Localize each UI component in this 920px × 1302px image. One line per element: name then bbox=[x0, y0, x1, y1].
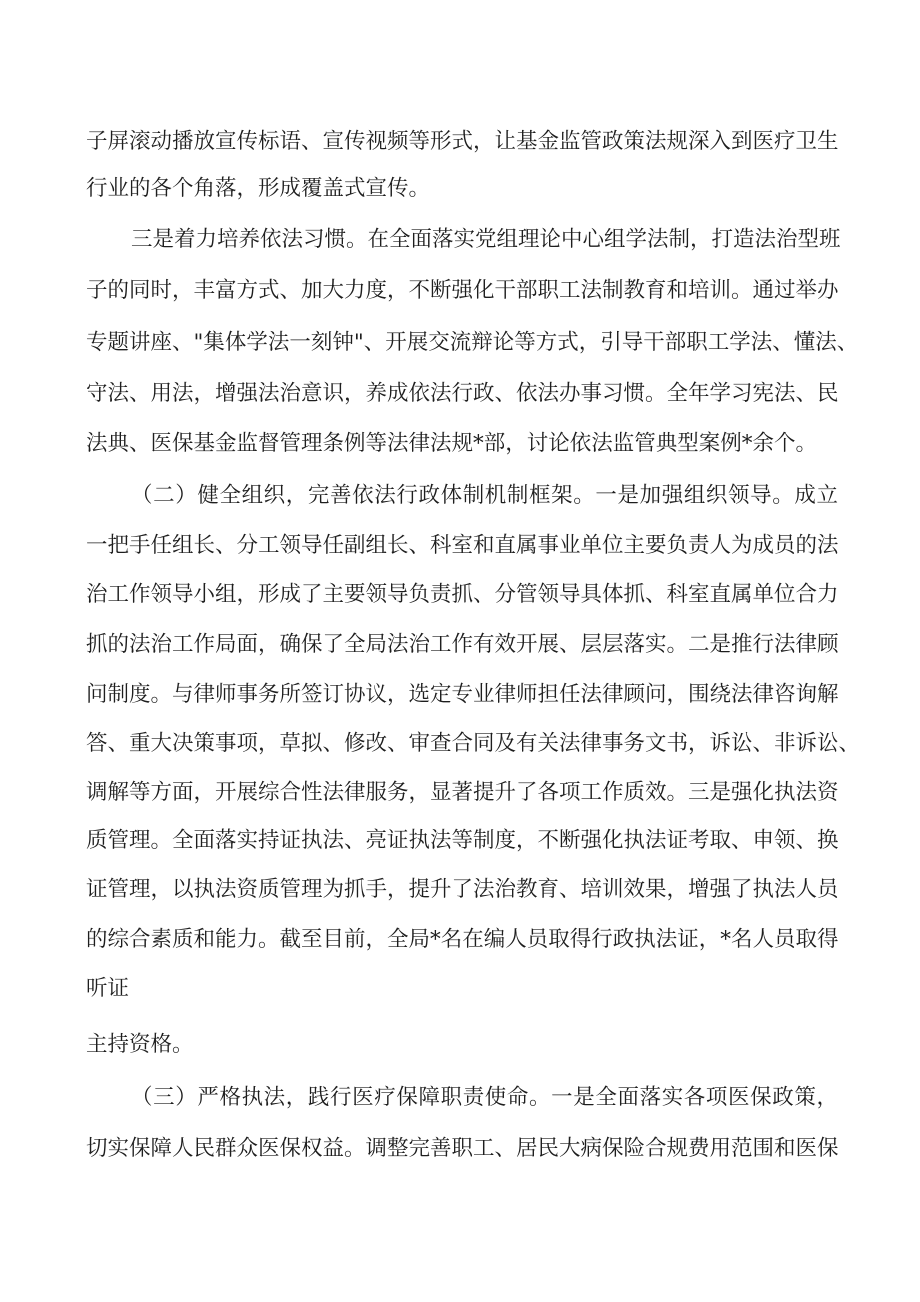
text-line: 子屏滚动播放宣传标语、宣传视频等形式，让基金监管政策法规深入到医疗卫生 bbox=[86, 129, 839, 154]
text-line: 抓的法治工作局面，确保了全局法治工作有效开展、层层落实。二是推行法律顾 bbox=[86, 632, 839, 657]
text-line: 行业的各个角落，形成覆盖式宣传。 bbox=[86, 176, 431, 201]
text-line: 答、重大决策事项，草拟、修改、审查合同及有关法律事务文书，诉讼、非诉讼、 bbox=[86, 731, 861, 756]
text-line: 主持资格。 bbox=[86, 1032, 194, 1057]
text-line: 治工作领导小组，形成了主要领导负责抓、分管领导具体抓、科室直属单位合力 bbox=[86, 582, 839, 607]
text-line: 一把手任组长、分工领导任副组长、科室和直属事业单位主要负责人为成员的法 bbox=[86, 533, 839, 558]
text-line: 专题讲座、"集体学法一刻钟"、开展交流辩论等方式，引导干部职工学法、懂法、 bbox=[86, 330, 859, 355]
paragraph-start-line: 三是着力培养依法习惯。在全面落实党组理论中心组学法制，打造法治型班 bbox=[131, 227, 841, 252]
text-line: 问制度。与律师事务所签订协议，选定专业律师担任法律顾问，围绕法律咨询解 bbox=[86, 682, 839, 707]
paragraph-start-line: （二）健全组织，完善依法行政体制机制框架。一是加强组织领导。成立 bbox=[131, 483, 838, 508]
text-line: 调解等方面，开展综合性法律服务，显著提升了各项工作质效。三是强化执法资 bbox=[86, 780, 839, 805]
text-line: 法典、医保基金监督管理条例等法律法规*部，讨论依法监管典型案例*余个。 bbox=[86, 431, 818, 456]
paragraph-start-line: （三）严格执法，践行医疗保障职责使命。一是全面落实各项医保政策， bbox=[131, 1085, 838, 1110]
text-line: 听证 bbox=[86, 976, 130, 1001]
text-line: 质管理。全面落实持证执法、亮证执法等制度，不断强化执法证考取、申领、换 bbox=[86, 828, 839, 853]
text-line: 切实保障人民群众医保权益。调整完善职工、居民大病保险合规费用范围和医保 bbox=[86, 1136, 839, 1161]
text-line: 子的同时，丰富方式、加大力度，不断强化干部职工法制教育和培训。通过举办 bbox=[86, 278, 839, 303]
text-line: 的综合素质和能力。截至目前，全局*名在编人员取得行政执法证，*名人员取得 bbox=[86, 927, 839, 952]
text-line: 证管理，以执法资质管理为抓手，提升了法治教育、培训效果，增强了执法人员 bbox=[86, 877, 839, 902]
text-line: 守法、用法，增强法治意识，养成依法行政、依法办事习惯。全年学习宪法、民 bbox=[86, 381, 839, 406]
